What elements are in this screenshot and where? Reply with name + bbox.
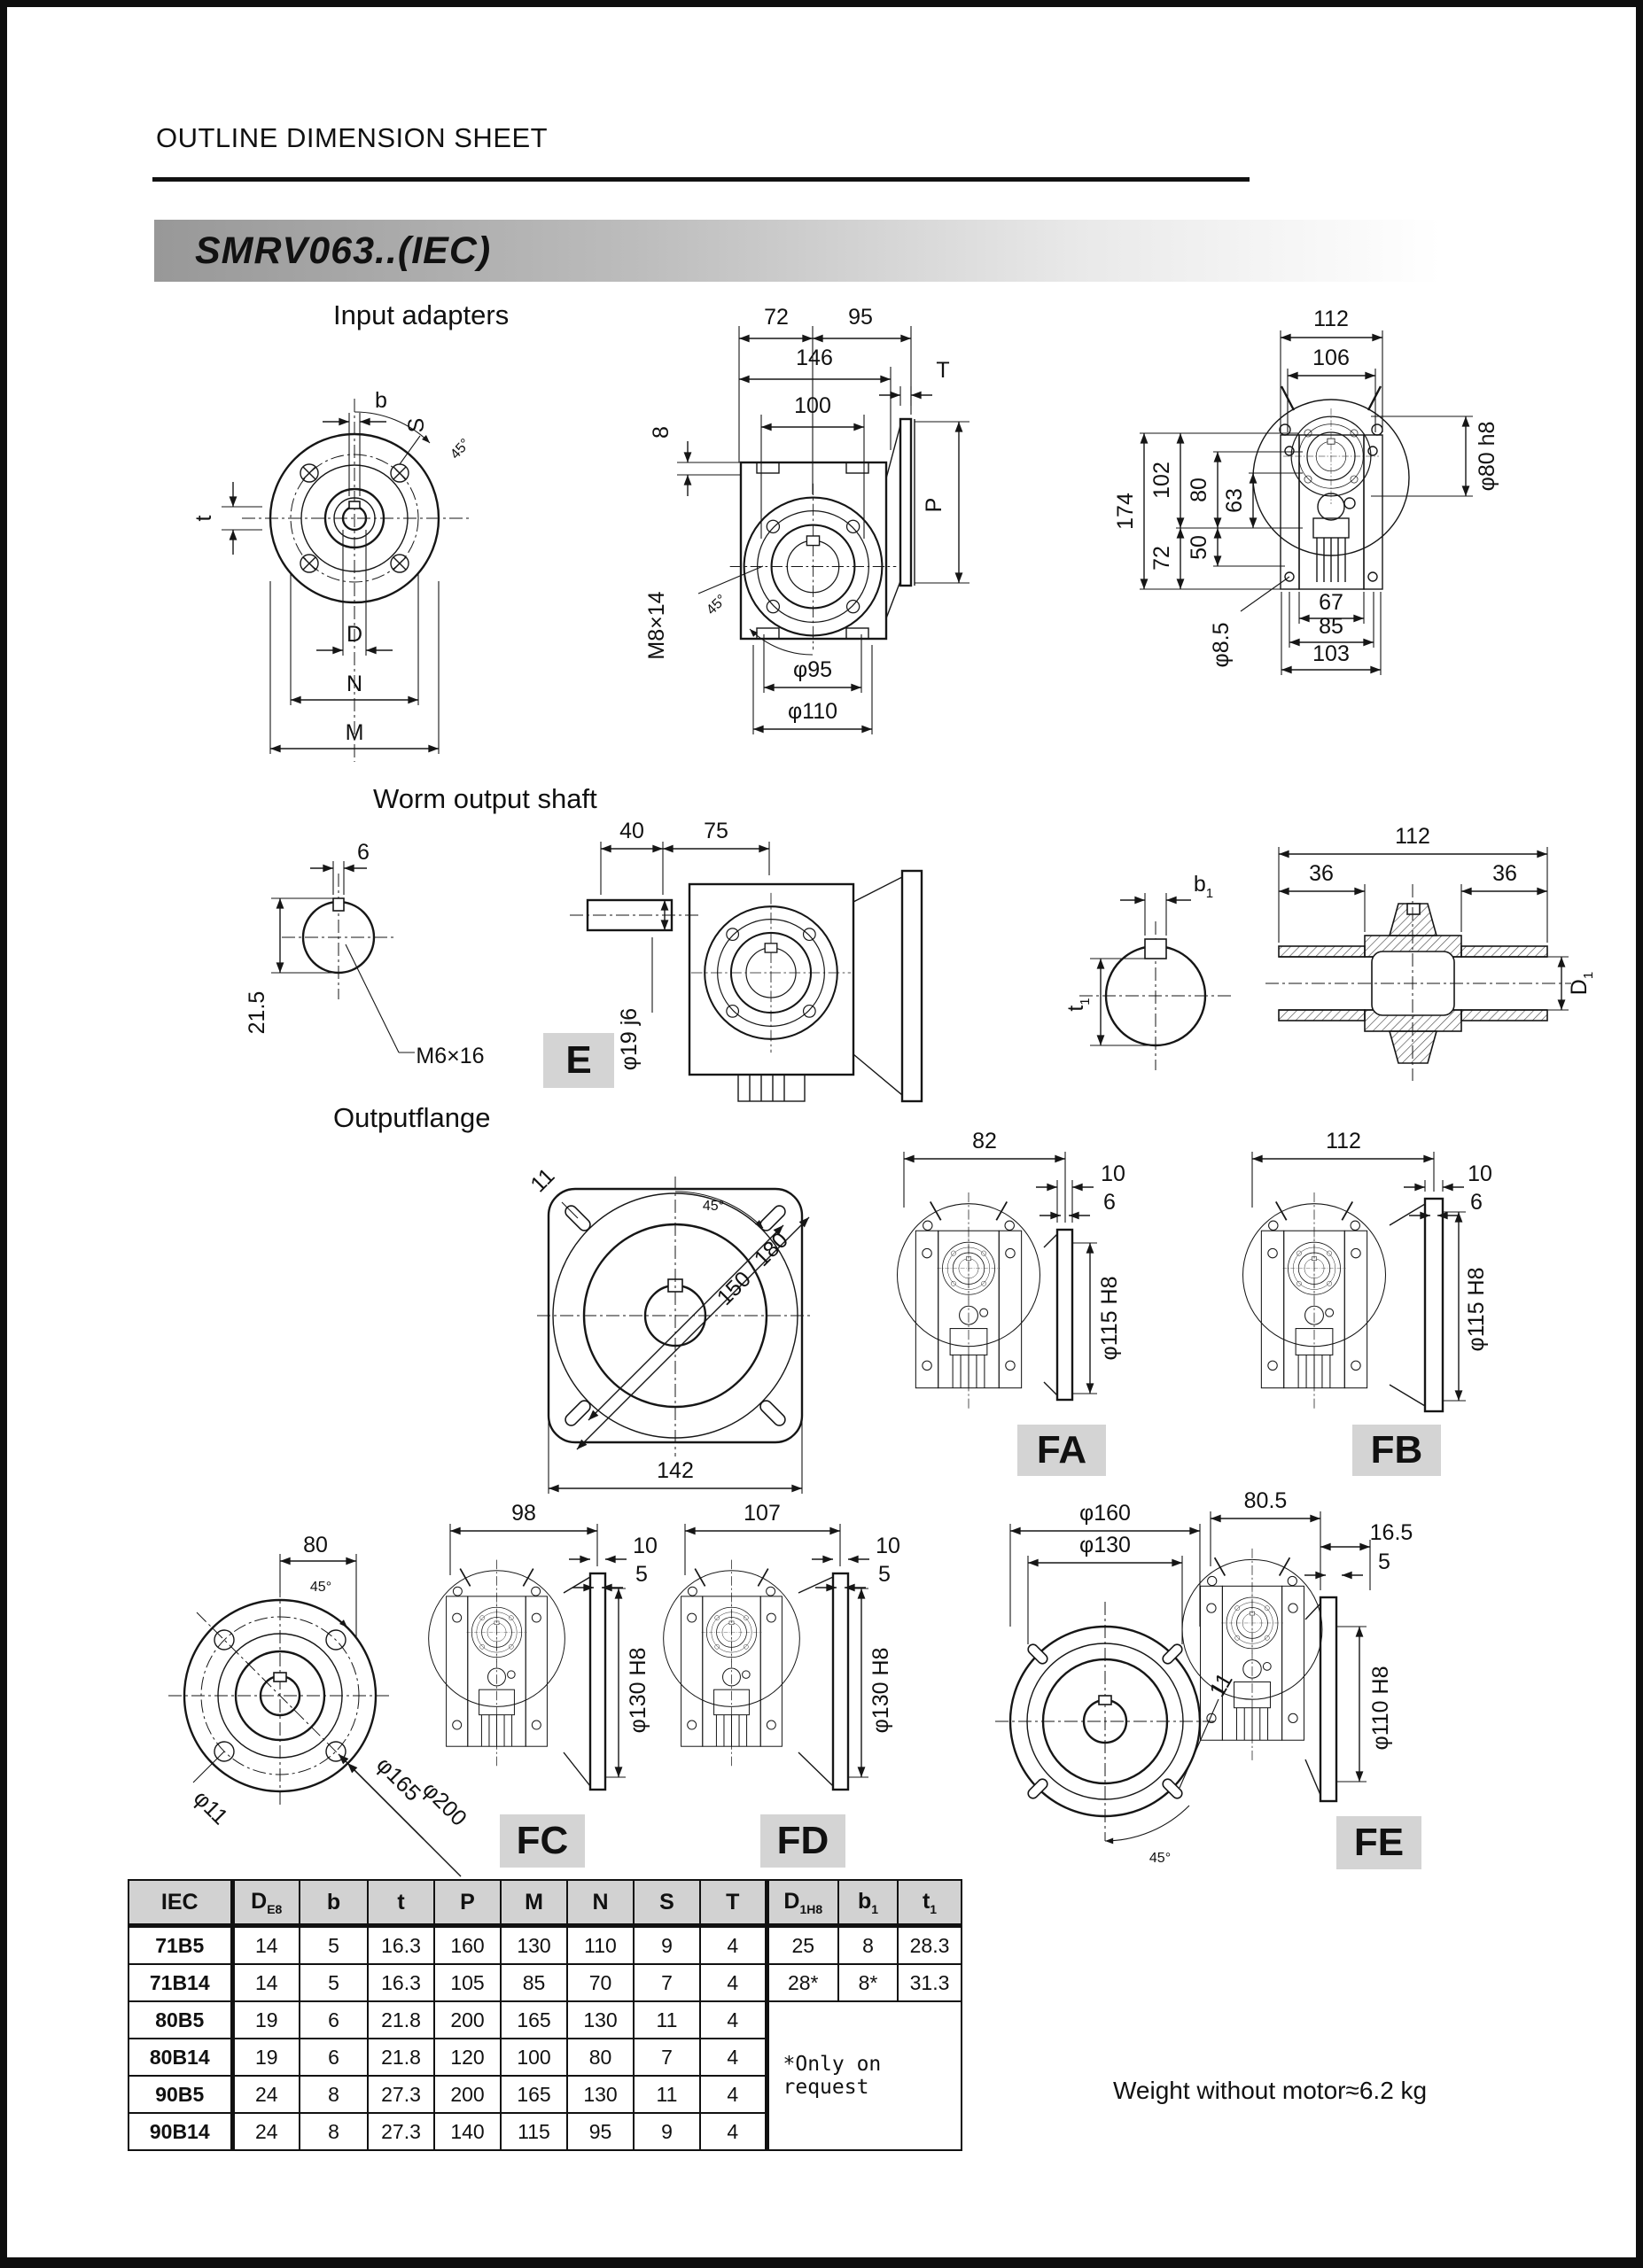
dim-label: φ165 <box>371 1751 426 1806</box>
section-output-flange: Outputflange <box>333 1102 491 1133</box>
dim-label: 8 <box>649 426 674 439</box>
dim-label: 45° <box>704 592 730 618</box>
dim-label: 45° <box>702 1199 725 1214</box>
dim-label: 112 <box>1395 824 1430 849</box>
dim-label: 6 <box>1470 1190 1483 1215</box>
dim-label: 10 <box>1468 1161 1492 1186</box>
dim-label: 72 <box>764 305 789 330</box>
fc-geometry <box>429 1524 627 1790</box>
variant-label-fc: FC <box>500 1814 585 1868</box>
dim-label: φ110 <box>787 699 838 724</box>
dim-label: 72 <box>1149 546 1174 571</box>
table-row: 80B5 19 6 21.8 200 165 130 11 4 *Only on request <box>128 2001 962 2039</box>
dim-label: φ130 <box>1079 1533 1131 1557</box>
dim-label: 50 <box>1187 535 1211 560</box>
output-flange-fa-view <box>893 1119 1159 1416</box>
dim-label: 142 <box>657 1458 694 1483</box>
dim-label: M8×14 <box>644 591 669 660</box>
variant-label-fb: FB <box>1352 1425 1441 1476</box>
dim-label: 80 <box>303 1533 328 1557</box>
page-title: OUTLINE DIMENSION SHEET <box>156 122 549 153</box>
fb-geometry <box>1242 1152 1466 1411</box>
input-front-geometry <box>222 399 470 762</box>
dim-label: N <box>346 672 363 696</box>
dim-label: $t_1$ <box>1063 998 1093 1012</box>
output-flange-fc-view <box>432 1501 672 1814</box>
dim-label: $D_1$ <box>1567 971 1596 996</box>
dim-label: 45° <box>309 1580 332 1595</box>
dim-label: 100 <box>794 393 831 418</box>
variant-label-fa: FA <box>1017 1425 1106 1476</box>
variant-label-e: E <box>543 1033 614 1088</box>
dim-label: D <box>346 622 363 647</box>
dim-label: φ80 h8 <box>1475 421 1499 492</box>
dim-label: 36 <box>1309 861 1334 886</box>
dim-label: φ8.5 <box>1209 622 1234 668</box>
dim-label: φ130 H8 <box>868 1647 893 1734</box>
model-title: SMRV063..(IEC) <box>195 229 492 272</box>
input-adapter-back-view <box>1097 299 1522 698</box>
dim-label: 6 <box>1103 1190 1116 1215</box>
col-header-s: S <box>634 1880 700 1926</box>
col-header-n: N <box>567 1880 634 1926</box>
fd-geometry <box>664 1524 869 1790</box>
dim-label: 16.5 <box>1369 1520 1413 1545</box>
table-header-row <box>128 1880 962 1926</box>
dim-label: 82 <box>972 1129 997 1153</box>
dim-label: 10 <box>633 1534 658 1558</box>
output-flange-front-view <box>503 1141 884 1522</box>
dim-label: 180 <box>749 1227 793 1271</box>
output-flange-fb-view <box>1212 1119 1496 1416</box>
dim-label: 11 <box>1204 1668 1238 1702</box>
dim-label: 36 <box>1492 861 1517 886</box>
dim-label: M6×16 <box>416 1044 485 1068</box>
dim-label: φ115 H8 <box>1097 1276 1122 1361</box>
col-header-iec: IEC <box>128 1880 232 1926</box>
flange-front-geometry <box>537 1177 814 1494</box>
dim-label: b <box>375 388 387 413</box>
col-header-d1h8: $D_{1H8}$ <box>767 1880 838 1926</box>
dim-label: φ200 <box>417 1776 472 1831</box>
col-header-b: b <box>300 1880 368 1926</box>
input-adapter-front-view <box>158 344 601 804</box>
worm-shaft-end-view <box>229 831 539 1097</box>
dim-label: φ11 <box>188 1785 233 1830</box>
iec-dimension-table <box>128 1879 962 2151</box>
section-input-adapters: Input adapters <box>333 299 510 330</box>
header-rule <box>152 177 1250 182</box>
dim-label: 95 <box>848 305 873 330</box>
dim-label: 112 <box>1326 1129 1361 1153</box>
dim-label: 40 <box>619 819 644 843</box>
col-header-t1: $t_1$ <box>898 1880 962 1926</box>
dim-label: 102 <box>1149 462 1174 499</box>
dim-label: 85 <box>1319 614 1343 639</box>
dim-label: 6 <box>357 840 370 865</box>
col-header-m: M <box>501 1880 567 1926</box>
dim-label: P <box>922 497 946 513</box>
fa-geometry <box>897 1152 1097 1410</box>
dim-label: $b_1$ <box>1193 872 1214 901</box>
dim-label: φ95 <box>792 657 833 682</box>
dim-label: 146 <box>796 346 833 370</box>
fe-side-geometry <box>1182 1511 1370 1801</box>
dim-label: 75 <box>704 819 728 843</box>
dim-label: φ19 j6 <box>617 1007 642 1071</box>
dim-label: φ130 H8 <box>626 1647 650 1734</box>
dim-label: 80 <box>1187 478 1211 502</box>
output-flange-fd-view <box>663 1501 911 1814</box>
dim-label: φ115 H8 <box>1464 1267 1489 1352</box>
dim-label: 112 <box>1313 307 1349 331</box>
dim-label: 45° <box>448 436 474 462</box>
key-view-geometry <box>1079 893 1234 1070</box>
round-flange-geometry <box>168 1554 461 1876</box>
dim-label: 150 <box>712 1266 756 1310</box>
table-row: 71B14 14 5 16.3 105 85 70 7 4 28* 8* 31.3 <box>128 1964 962 2001</box>
table-row: 71B5 14 5 16.3 160 130 110 9 4 25 8 28.3 <box>128 1926 962 1965</box>
section-worm-output-shaft: Worm output shaft <box>373 783 597 814</box>
hollow-shaft-section-view <box>1265 822 1620 1115</box>
dim-label: S <box>404 417 429 433</box>
dim-label: 10 <box>1101 1161 1125 1186</box>
dim-label: 5 <box>878 1562 891 1587</box>
dim-label: 11 <box>526 1163 560 1198</box>
col-header-b1: $b_1$ <box>838 1880 898 1926</box>
dim-label: 67 <box>1319 590 1343 615</box>
input-adapter-side-view <box>619 273 1115 769</box>
dim-label: 107 <box>744 1501 781 1526</box>
dim-label: 106 <box>1312 346 1350 370</box>
dim-label: T <box>936 358 950 383</box>
dim-label: 63 <box>1222 488 1247 513</box>
table-row: 90B5 24 8 27.3 200 165 130 11 4 <box>128 2076 962 2113</box>
dim-label: 21.5 <box>245 990 269 1035</box>
fe-flange-side-view <box>1186 1488 1443 1850</box>
dim-label: 5 <box>635 1562 648 1587</box>
weight-note: Weight without motor≈6.2 kg <box>1113 2077 1428 2104</box>
dim-label: 98 <box>511 1501 536 1526</box>
variant-label-fd: FD <box>760 1814 845 1868</box>
dim-label: φ110 H8 <box>1368 1666 1393 1751</box>
hollow-shaft-key-view <box>1053 840 1301 1106</box>
dim-label: 80.5 <box>1243 1488 1288 1513</box>
col-header-t2: T <box>700 1880 767 1926</box>
shaft-end-geometry <box>271 861 415 1052</box>
dim-label: 10 <box>876 1534 900 1558</box>
dim-label: M <box>345 720 364 745</box>
dim-label: 103 <box>1312 641 1350 666</box>
col-header-d-e8: $D_{E8}$ <box>232 1880 300 1926</box>
dim-label: 5 <box>1378 1550 1390 1574</box>
table-row: 80B14 19 6 21.8 120 100 80 7 4 <box>128 2039 962 2076</box>
variant-label-fe: FE <box>1336 1816 1421 1869</box>
dim-label: φ160 <box>1079 1501 1131 1526</box>
table-row: 90B14 24 8 27.3 140 115 95 9 4 <box>128 2113 962 2150</box>
col-header-t: t <box>368 1880 434 1926</box>
dim-label: t <box>191 515 216 522</box>
table-note: *Only on request <box>767 2001 962 2150</box>
col-header-p: P <box>434 1880 501 1926</box>
dim-label: 174 <box>1113 493 1138 530</box>
dim-label: 45° <box>1149 1851 1172 1866</box>
